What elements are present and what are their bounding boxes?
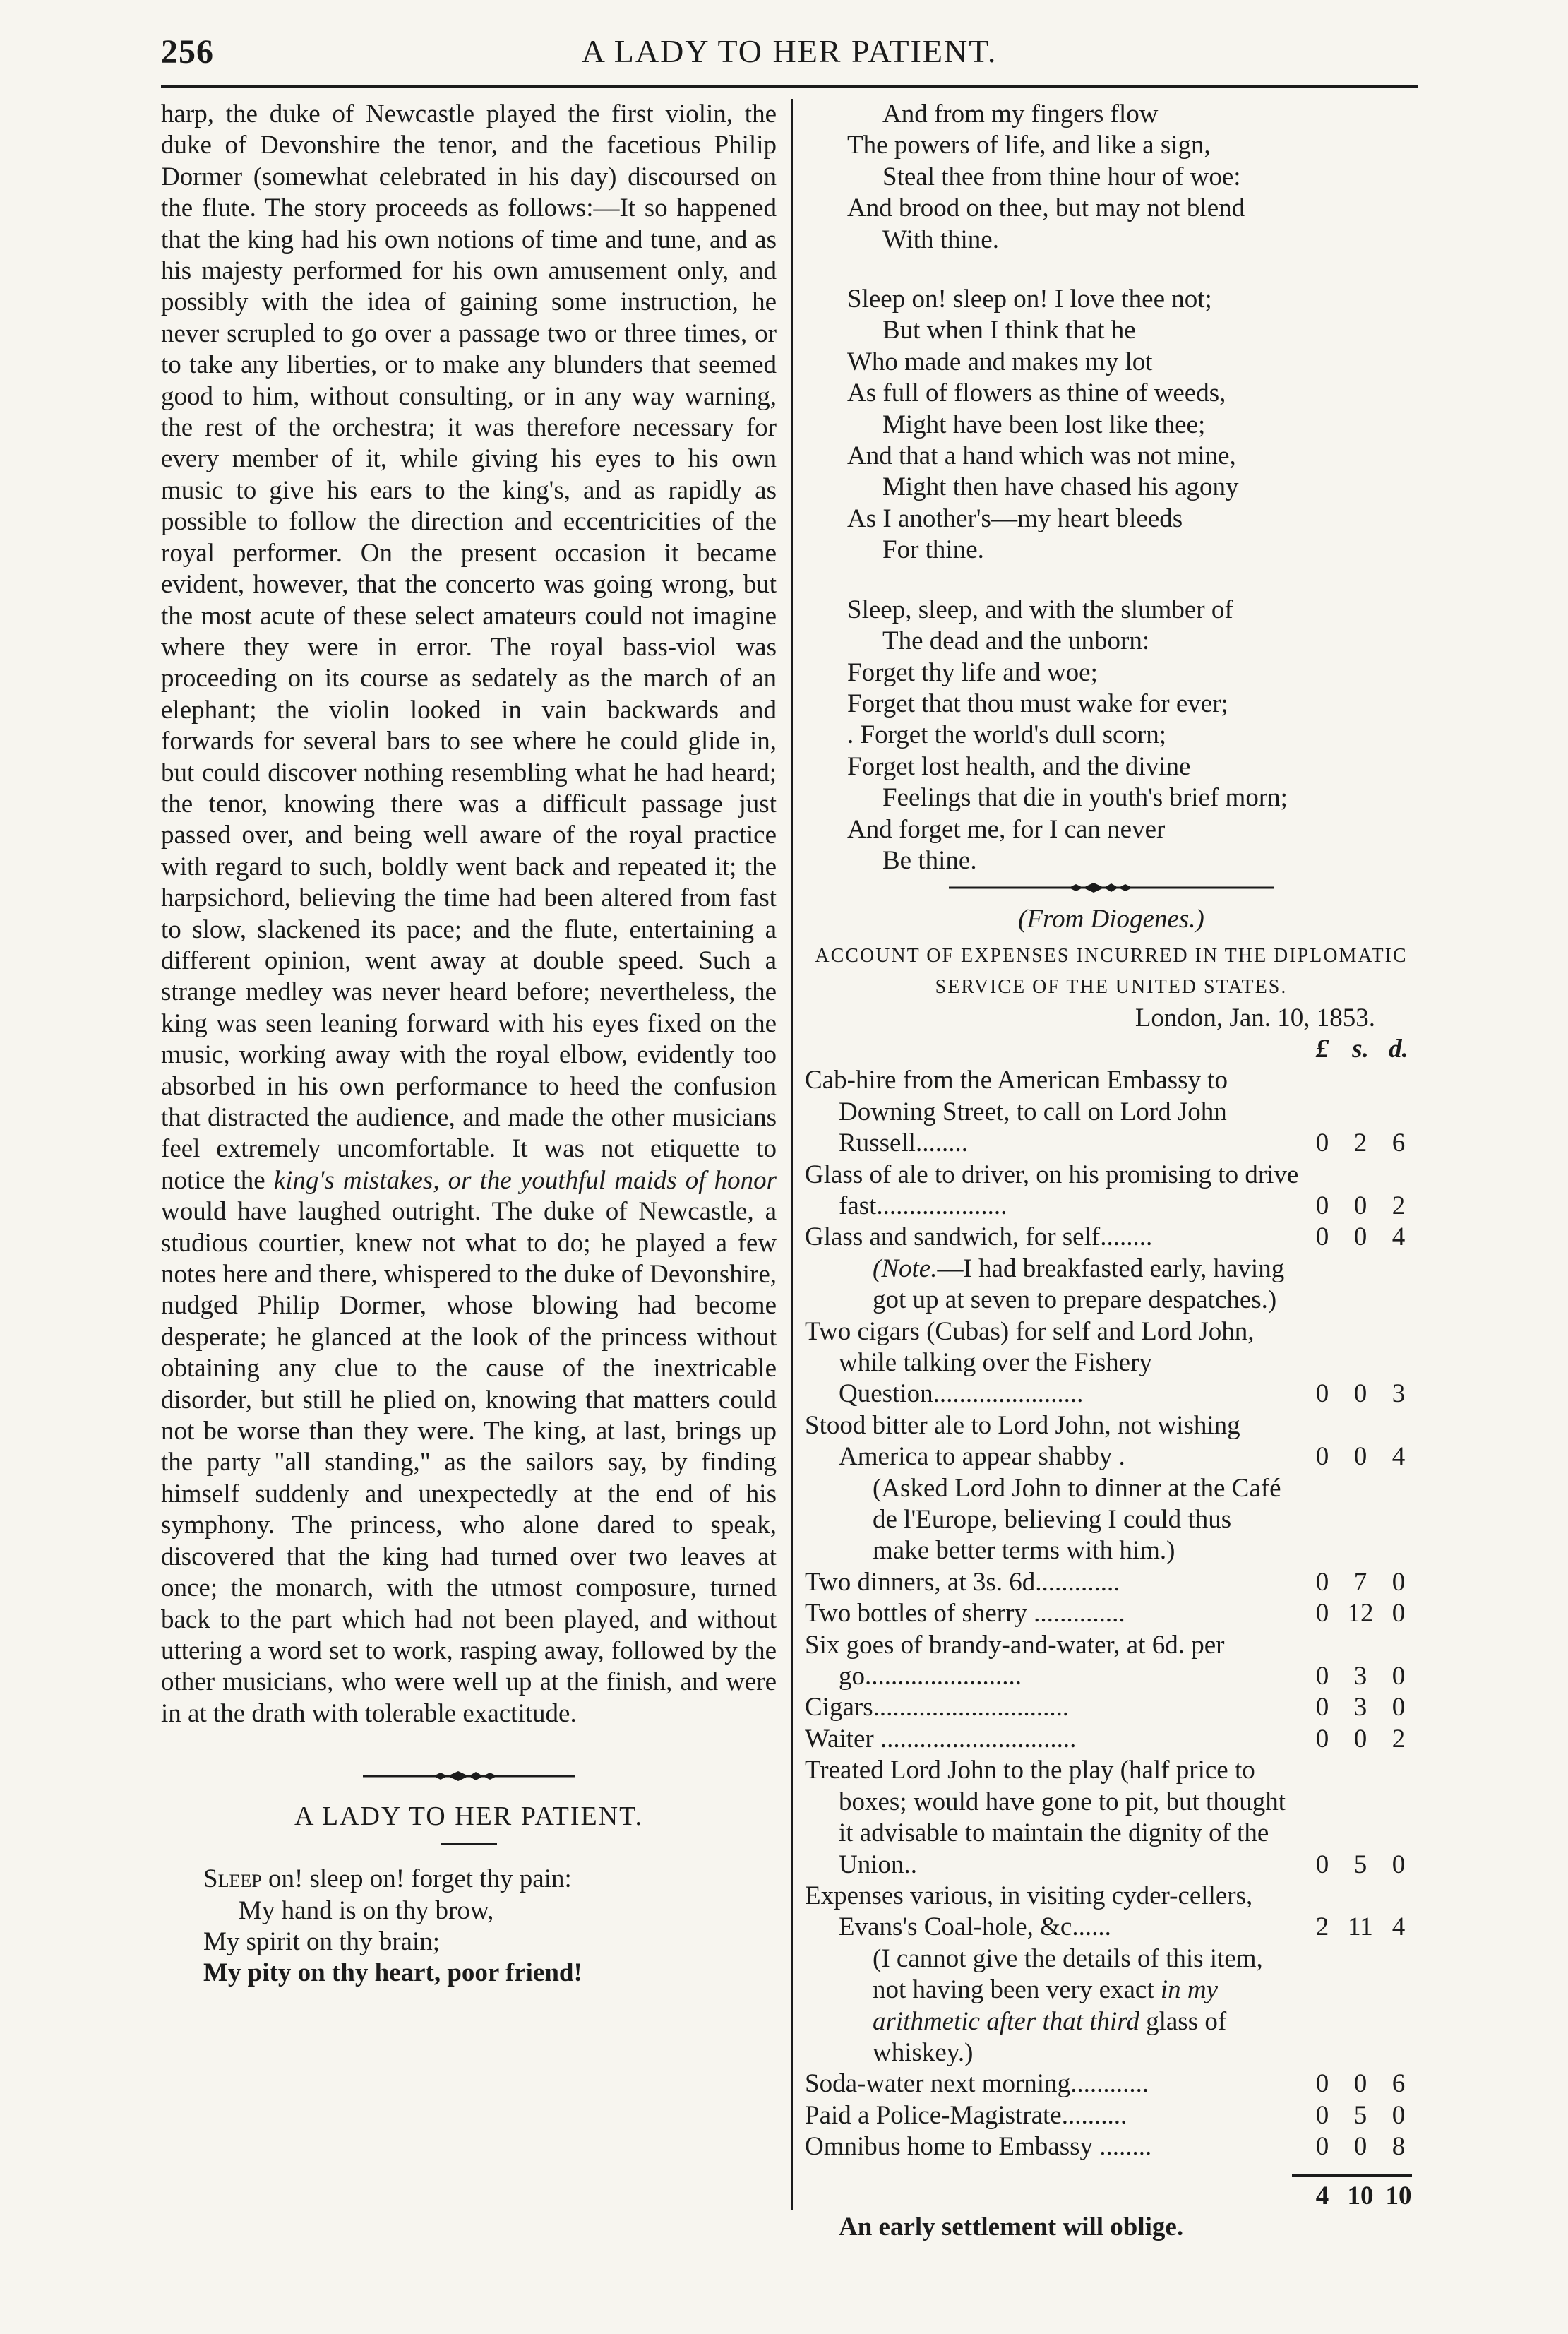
shillings-label: s. [1352, 1035, 1369, 1064]
poem-line: And from my fingers flow [882, 100, 1159, 129]
poem-line: My pity on thy heart, poor friend! [203, 1958, 582, 1988]
expense-entry: Two dinners, at 3s. 6d............. 0 7 0 [805, 1567, 1406, 1597]
poem-line: Sleep, sleep, and with the slumber of [847, 595, 1233, 624]
poem-line: Forget that thou must wake for ever; [847, 689, 1228, 718]
poem-line: Be thine. [882, 845, 977, 875]
column-divider [791, 99, 793, 2210]
total-pounds: 4 [1315, 2181, 1329, 2210]
expense-entry: Cigars.............................. 0 3 0 [805, 1693, 1406, 1722]
expense-entry: Glass of ale to driver, on his promising to drive fast.................... 0 0 2 [805, 1160, 1406, 1220]
poem-line: My hand is on thy brow, [239, 1895, 494, 1925]
poem-line: And brood on thee, but may not blend [847, 193, 1245, 223]
poem-opening [161, 1864, 777, 1989]
section-ornament [805, 881, 1418, 898]
poem-line: Feelings that die in youth's brief morn; [882, 783, 1288, 813]
expense-entry: Waiter .............................. 0 0 2 [805, 1724, 1406, 1754]
story-italic-text: king's mistakes, or the youthful maids of honor [273, 1165, 777, 1195]
expense-entry: Expenses various, in visiting cyder-cellers, Evans's Coal-hole, &c...... 2 11 4 [805, 1881, 1406, 1942]
right-column [805, 99, 1418, 2243]
poem-line: Sleep on! sleep on! forget thy pain: [203, 1864, 572, 1894]
poem-line: And forget me, for I can never [847, 814, 1166, 844]
expense-entry: Cab-hire from the American Embassy to Downing Street, to call on Lord John Russell........ 0 2 6 [805, 1066, 1406, 1158]
section-ornament [161, 1769, 777, 1787]
expense-entry: Paid a Police-Magistrate.......... 0 5 0 [805, 2100, 1406, 2130]
account-dateline: London, Jan. 10, 1853. [1135, 1004, 1375, 1033]
poem-stanza [805, 595, 1418, 877]
expense-entry: Stood bitter ale to Lord John, not wishing America to appear shabby . 0 0 4 [805, 1410, 1406, 1472]
expense-entry: Treated Lord John to the play (half price to boxes; would have gone to pit, but thought it advisable to maintain the dignity of the Union.. 0 5 0 [805, 1756, 1406, 1879]
poem-line: And that a hand which was not mine, [847, 441, 1236, 471]
poem-line: Might have been lost like thee; [882, 410, 1206, 439]
poem-line: As full of flowers as thine of weeds, [847, 379, 1226, 408]
story-paragraph [161, 99, 777, 1729]
poem-line: The dead and the unborn: [882, 626, 1150, 656]
total-pence: 10 [1385, 2181, 1412, 2210]
poem-line: For thine. [882, 535, 984, 565]
poem-line: Sleep on! sleep on! I love thee not; [847, 285, 1212, 314]
expense-entry: Omnibus home to Embassy ........ 0 0 8 [805, 2132, 1406, 2162]
ornament-rule-icon [363, 1769, 575, 1783]
account-heading: ACCOUNT OF EXPENSES INCURRED IN THE DIPLOMATIC SERVICE OF THE UNITED STATES. [815, 945, 1408, 999]
poem-title: A LADY TO HER PATIENT. [294, 1802, 644, 1832]
title-rule [441, 1843, 497, 1845]
poem-line: But when I think that he [882, 316, 1136, 345]
expense-entry: Two bottles of sherry .............. 0 12 0 [805, 1599, 1406, 1629]
page-header [161, 28, 1418, 88]
poem-line: My spirit on thy brain; [203, 1927, 441, 1956]
poem-first-word: Sleep [203, 1864, 262, 1894]
poem-line: Who made and makes my lot [847, 347, 1153, 376]
source-credit: (From Diogenes.) [1018, 905, 1204, 934]
poem-line: Forget lost health, and the divine [847, 751, 1191, 781]
poem-line: The powers of life, and like a sign, [847, 131, 1211, 160]
closing-line: An early settlement will oblige. [839, 2212, 1184, 2241]
poem-line: Might then have chased his agony [882, 472, 1239, 502]
poem-line: As I another's—my heart bleeds [847, 504, 1183, 533]
expense-note: (I cannot give the details of this item, not having been very exact in my arithmetic after that third glass of whiskey.) [873, 1943, 1263, 2067]
pounds-label: £ [1315, 1035, 1329, 1064]
left-column [161, 99, 777, 1989]
poem-stanza [805, 284, 1418, 566]
expense-note: (Asked Lord John to dinner at the Café de l'Europe, believing I could thus make better terms with him.) [873, 1473, 1281, 1566]
poem-line: Forget thy life and woe; [847, 657, 1098, 687]
expense-note: (Note.—I had breakfasted early, having got up at seven to prepare despatches.) [873, 1254, 1285, 1315]
ornament-rule-icon [949, 881, 1274, 895]
expense-entry: Six goes of brandy-and-water, at 6d. per go........................ 0 3 0 [805, 1630, 1406, 1691]
expense-entry: Soda-water next morning............ 0 0 6 [805, 2069, 1406, 2099]
story-text-continued: would have laughed outright. The duke of Newcastle, a studious courtier, knew not what to do; he played a few notes here and there, whispered to the duke of Devonshire, nudged Philip Dormer, whose blowing had become desperate; he glanced at the look of the princess without obtaining any clue to the cause of the inextricable disorder, but still he plied on, knowing that matters could not be worse than they were. The king, at last, brings up the party "all standing," as the sailors say, by finding himself suddenly and unexpectedly at the end of his symphony. The princess, who alone dared to speak, discovered that the king had turned over two leaves at once; the monarch, with the utmost composure, turned back to the part which had not been played, and without uttering a word set to work, rasping away, followed by the other musicians, who were well up at the finish, and were in at the drath with tolerable exactitude. [161, 1197, 777, 1728]
currency-header [805, 1034, 1418, 1065]
total-line [805, 2181, 1418, 2212]
expense-entry: Two cigars (Cubas) for self and Lord John, while talking over the Fishery Question....................... 0 0 3 [805, 1316, 1406, 1409]
poem-line: With thine. [882, 225, 999, 254]
pence-label: d. [1389, 1035, 1408, 1064]
page-number: 256 [161, 33, 214, 71]
running-head: A LADY TO HER PATIENT. [581, 33, 998, 69]
poem-line: . Forget the world's dull scorn; [847, 720, 1167, 750]
poem-stanza [805, 99, 1418, 256]
story-text: harp, the duke of Newcastle played the first violin, the duke of Devonshire the tenor, and the facetious Philip Dormer (somewhat celebrated in his day) discoursed on the flute. The story proceeds as follows:—It so happened that the king had his own notions of time and tune, and as his majesty performed for his own amusement only, and possibly with the idea of gaining some instruction, he never scrupled to go over a passage two or three times, or to take any liberties, or to make any blunders that seemed good to him, without consulting, or in any way warning, the rest of the orchestra; it was therefore necessary for every member of it, while giving his eyes to his own music to give his ears to the king's, and as rapidly as possible to follow the direction and eccentricities of the royal performer. On the present occasion it became evident, however, that the concerto was going wrong, but the most acute of these select amateurs could not imagine where they were in error. The royal bass-viol was proceeding on its course as sedately as the march of an elephant; the violin looked in vain backwards and forwards for several bars to see where he could glide in, but could discover nothing resembling what he had heard; the tenor, knowing there was a difficult passage just passed over, and being well aware of the royal practice with regard to such, boldly went back and repeated it; the harpsichord, believing the time had been altered from fast to slow, slackened its pace; and the flute, entertaining a different opinion, went away at double speed. Such a strange medley was never heard before; nevertheless, the king was seen leaning forward with his eyes fixed on the music, working away with the royal elbow, evidently too absorbed in his own performance to heed the confusion that distracted the audience, and made the other musicians feel extremely uncomfortable. It was not etiquette to notice the [161, 100, 777, 1195]
total-rule [1292, 2174, 1412, 2177]
total-shillings: 10 [1347, 2181, 1374, 2210]
poem-line: Steal thee from thine hour of woe: [882, 162, 1241, 191]
expense-entry: Glass and sandwich, for self........ 0 0 4 [805, 1222, 1406, 1252]
